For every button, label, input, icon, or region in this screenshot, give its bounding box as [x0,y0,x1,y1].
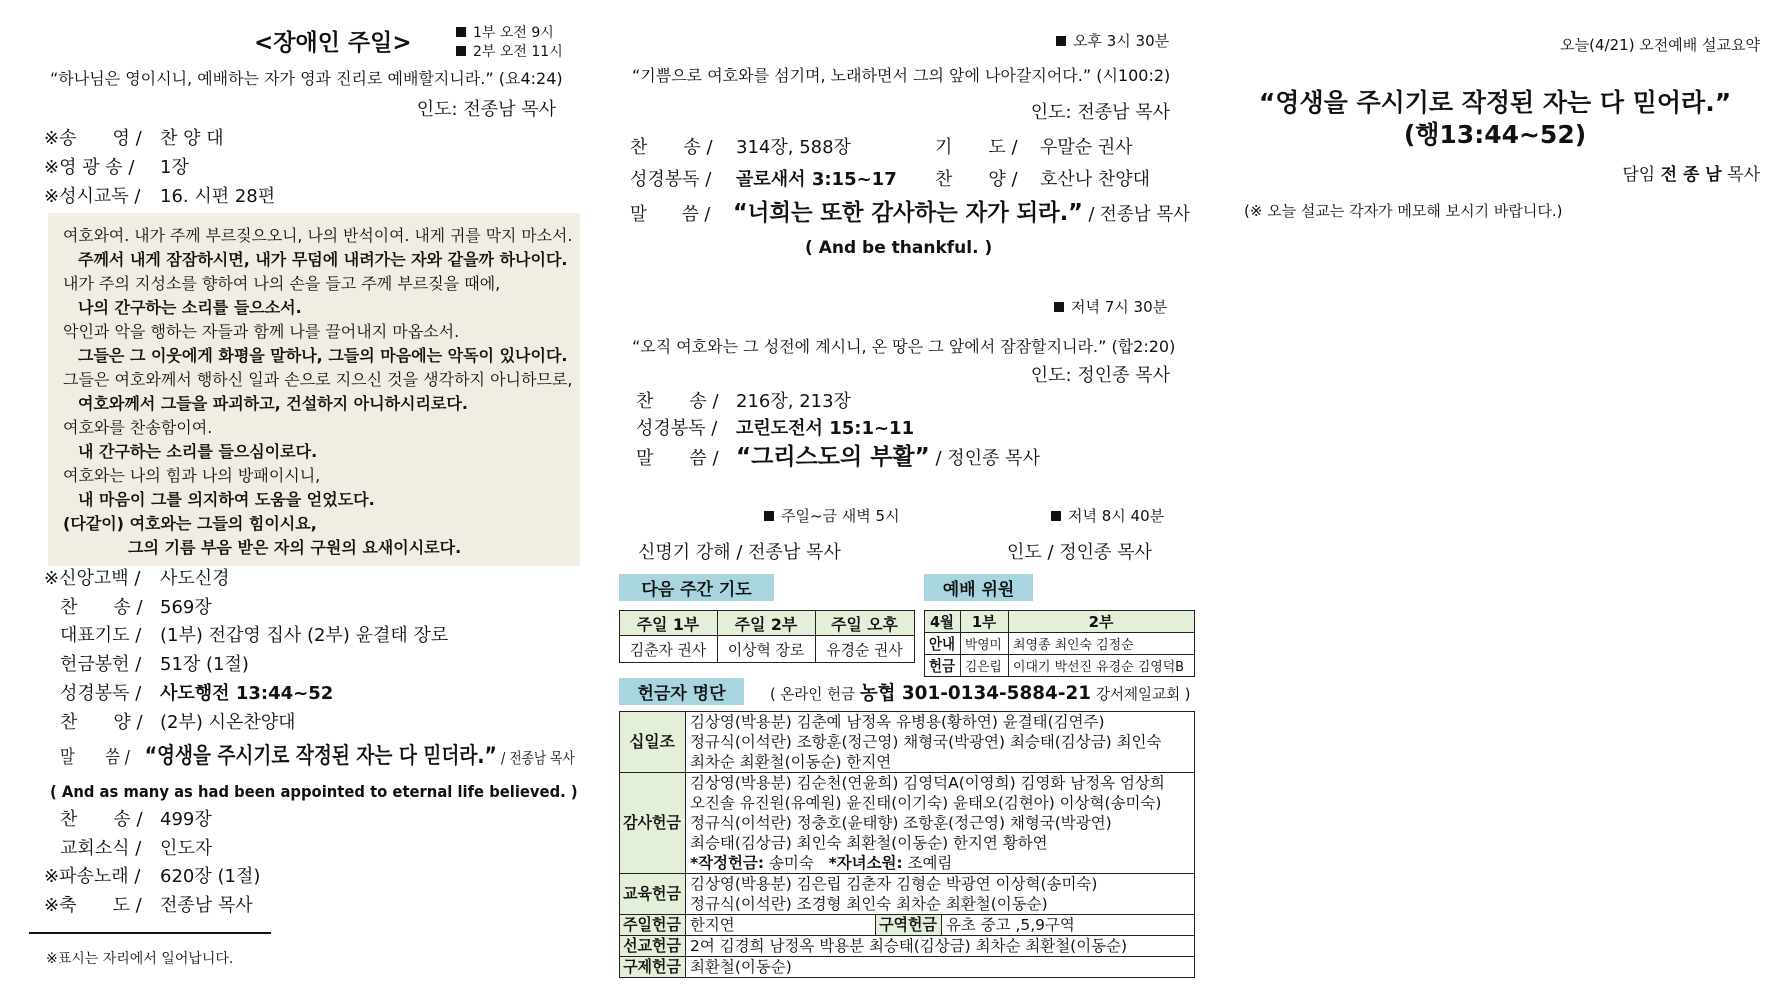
committee-table [924,610,1195,677]
label: 담임 [1622,165,1656,185]
footnote: ※표시는 자리에서 일어납니다. [46,951,234,967]
cell [1009,633,1195,655]
psalm-line: 그들은 그 이웃에게 화평을 말하나, 그들의 마음에는 악독이 있나이다. [78,346,568,365]
label: 성경봉독 / [636,418,718,439]
afternoon-english: ( And be thankful. ) [805,238,993,258]
names-cell [686,874,1195,915]
order-item [60,654,249,676]
label: 말 씀 / [636,448,719,469]
summary-reference: (행13:44~52) [1403,120,1587,149]
cell-text: 최영종 최인숙 김정순 [1013,638,1134,653]
sermon-preacher: / 전종남 목사 [501,749,575,767]
label: 기 도 / [935,137,1018,158]
row-label [620,936,686,957]
cell-text: 이상혁 장로 [727,640,805,659]
order-label: ※축 도 / [44,894,142,916]
night-time [1051,507,1164,525]
afternoon-time [1056,32,1169,50]
names-cell [942,915,1195,936]
afternoon-time-text: 오후 3시 30분 [1073,32,1170,50]
sermon-title: “너희는 또한 감사하는 자가 되라.” [733,200,1083,226]
order-value: 499장 [160,809,212,830]
order-value: 전종남 목사 [160,894,253,916]
cell-text: 김춘자 권사 [629,640,707,659]
table-header-row [620,611,915,636]
prayer-week-table [619,610,915,663]
service-time-text: 1부 오전 9시 [473,25,554,41]
cell [961,633,1009,655]
evening-time [1054,298,1167,316]
names-line: 최차순 최환철(이동순) 한지연 [690,753,892,771]
online-post: 강서제일교회 ) [1095,685,1191,703]
cell-text: 이대기 박선진 유경순 김영덕B [1013,660,1185,675]
order-item [44,186,275,208]
label-text: 주일헌금 [623,915,681,934]
committee-header: 예배 위원 [924,574,1033,601]
value: 우말순 권사 [1040,137,1133,158]
row-label [620,915,686,936]
label-text: 구제헌금 [623,957,681,976]
bank-account: 농협 301-0134-5884-21 [859,682,1092,704]
row-label [925,655,961,677]
order-item [44,568,230,590]
value: 314장, 588장 [736,137,851,158]
afternoon-hymn [630,137,851,159]
pastor-name: 전 종 남 [1660,165,1722,185]
service-time-1 [456,25,554,42]
header-cell [925,611,961,633]
names-text: 2여 김경희 남정옥 박용분 최승태(김상금) 최차순 최환철(이동순) [690,937,1128,955]
square-bullet-icon [456,27,466,37]
row-label [876,915,942,936]
order-label: 교회소식 / [60,837,142,859]
label: 목사 [1727,165,1760,185]
sermon-row [60,744,575,770]
leader: 인도: 전종남 목사 [416,99,556,120]
table-row [620,874,1195,915]
page-title: <장애인 주일> [254,30,412,56]
sermon-label: 말 씀 / [60,747,130,768]
order-label: ※영 광 송 / [44,157,135,178]
table-row [925,655,1195,677]
square-bullet-icon [1056,36,1066,46]
order-value: 사도행전 13:44~52 [160,682,334,704]
prayer-week-header: 다음 주간 기도 [619,574,774,601]
table-row [620,636,915,663]
square-bullet-icon [764,511,774,521]
evening-reading [636,418,914,440]
divider [29,932,271,934]
cell [961,655,1009,677]
label: *작정헌금: [690,854,765,872]
psalm-line: 그의 기름 부음 받은 자의 구원의 요새이시로다. [128,538,462,557]
cell [718,636,816,663]
afternoon-prayer [935,137,1133,159]
order-label: 찬 송 / [60,596,143,618]
afternoon-verse: “기쁨으로 여호와를 섬기며, 노래하면서 그의 앞에 나아갈지어다.” (시100:2) [632,66,1171,85]
order-label: ※송 영 / [44,128,142,149]
sermon-title: “그리스도의 부활” [736,444,930,470]
header-cell [816,611,915,636]
row-label [620,712,686,773]
order-item [44,866,260,888]
names-cell [686,712,1195,773]
label: *자녀소원: [828,854,903,872]
label: 찬 송 / [630,137,713,158]
psalm-line: 여호와여. 내가 주께 부르짖으오니, 나의 반석이여. 내게 귀를 막지 마소서. [63,226,573,245]
header-text: 주일 오후 [831,614,898,634]
psalm-line: 나의 간구하는 소리를 들으소서. [78,298,302,317]
night-service: 인도 / 정인종 목사 [1007,542,1152,563]
names-line: 정규식(이석란) 조경형 최인숙 최차순 최환철(이동순) [690,895,1048,913]
header-text: 주일 1부 [636,614,700,634]
psalm-line: 여호와는 나의 힘과 나의 방패이시니, [63,466,321,485]
label-text: 교육헌금 [623,884,681,903]
order-item [44,128,224,150]
names-cell [686,773,1195,874]
afternoon-sermon [630,200,1190,228]
evening-time-text: 저녁 7시 30분 [1071,298,1168,316]
row-label [620,874,686,915]
label: 성경봉독 / [630,169,712,190]
order-label: 찬 양 / [60,711,143,733]
row-label [620,957,686,978]
order-value: 620장 (1절) [160,866,261,888]
sermon-preacher: / 정인종 목사 [935,448,1040,469]
call-to-worship-verse: “하나님은 영이시니, 예배하는 자가 영과 진리로 예배할지니라.” (요4:24) [50,69,563,88]
dawn-time [764,507,900,525]
cell-text: 박영미 [965,638,1002,653]
order-item [60,809,212,831]
names-line: 김상영(박용분) 김춘예 남정옥 유병용(황하연) 윤결태(김연주) [690,713,1105,731]
online-pre: ( 온라인 헌금 [770,685,856,703]
names-line: 오진솔 유진원(유예원) 윤진태(이기숙) 윤태오(김현아) 이상혁(송미숙) [690,794,1162,812]
order-value: (1부) 전갑영 집사 (2부) 윤결태 장로 [160,625,449,647]
header-cell [718,611,816,636]
summary-title: “영생을 주시기로 작정된 자는 다 믿어라.” [1258,88,1732,117]
value: 고린도전서 15:1~11 [736,418,915,439]
square-bullet-icon [1051,511,1061,521]
offering-header: 헌금자 명단 [619,678,744,705]
psalm-line: 여호와께서 그들을 파괴하고, 건설하지 아니하시리로다. [78,394,468,413]
names-text: 한지연 [690,916,735,934]
table-row [925,633,1195,655]
cell [620,636,718,663]
value: 조예림 [907,854,953,872]
order-item [44,157,189,179]
value: 송미숙 [768,854,814,872]
header-cell [620,611,718,636]
names-cell [686,936,1195,957]
header-cell [1009,611,1195,633]
order-label: 헌금봉헌 / [60,654,142,676]
online-offering-info [770,682,1190,705]
summary-pastor [1622,165,1760,185]
order-item [60,683,333,705]
psalm-line: 주께서 내게 잠잠하시면, 내가 무덤에 내려가는 자와 같을까 하나이다. [78,250,568,269]
order-value: 16. 시편 28편 [160,186,276,207]
names-line: 김상영(박용분) 김은립 김춘자 김형순 박광연 이상혁(송미숙) [690,875,1098,893]
dawn-time-text: 주일~금 새벽 5시 [781,507,900,525]
order-value: 사도신경 [160,568,230,589]
order-label: ※성시교독 / [44,186,141,207]
label: 찬 송 / [636,391,719,412]
order-label: 성경봉독 / [60,682,142,704]
names-line: 최승태(김상금) 최인숙 최환철(이동순) 한지연 황하연 [690,834,1048,852]
sermon-preacher: / 전종남 목사 [1088,204,1191,225]
header-text: 1부 [971,613,997,631]
order-value: 1장 [160,157,189,178]
table-header-row [925,611,1195,633]
names-cell [686,957,1195,978]
psalm-line: 여호와를 찬송함이여. [63,418,213,437]
label-text: 선교헌금 [623,936,681,955]
order-value: 569장 [160,596,212,618]
names-cell [686,915,876,936]
psalm-line: (다같이) 여호와는 그들의 힘이시요, [63,514,317,533]
dawn-service: 신명기 강해 / 전종남 목사 [638,542,841,563]
order-item [60,712,296,734]
psalm-line: 내 간구하는 소리를 들으심이로다. [78,442,318,461]
order-value: 찬 양 대 [160,128,224,149]
service-time-2 [456,44,563,61]
summary-heading: 오늘(4/21) 오전예배 설교요약 [1560,36,1760,54]
evening-hymn [636,391,851,413]
order-value: 51장 (1절) [160,654,249,676]
evening-sermon [636,444,1040,472]
special-offerings [690,853,1189,873]
psalm-line: 내가 주의 지성소를 향하여 나의 손을 들고 주께 부르짖을 때에, [63,274,501,293]
evening-verse: “오직 여호와는 그 성전에 계시니, 온 땅은 그 앞에서 잠잠할지니라.” (합2:20) [632,337,1176,356]
cell-text: 김은립 [965,660,1002,675]
header-cell [961,611,1009,633]
order-item [60,838,212,860]
order-item [44,895,253,917]
afternoon-choir [935,169,1150,191]
cell [816,636,915,663]
order-label: ※신앙고백 / [44,568,141,589]
label-text: 구역헌금 [879,915,937,934]
psalm-line: 악인과 악을 행하는 자들과 함께 나를 끌어내지 마옵소서. [63,322,460,341]
row-label [925,633,961,655]
order-value: 인도자 [160,837,213,859]
names-line: 김상영(박용분) 김순천(연윤희) 김영덕A(이영희) 김영화 남정옥 엄상희 [690,774,1165,792]
table-row [620,957,1195,978]
square-bullet-icon [1054,302,1064,312]
names-line: 정규식(이석란) 정충호(윤태향) 조항훈(정근영) 채형국(박광연) [690,814,1112,832]
sermon-english: ( And as many as had been appointed to eternal life believed. ) [50,782,578,801]
header-text: 주일 2부 [734,614,798,634]
offering-table [619,711,1195,978]
label-text: 십일조 [629,732,675,751]
order-item [60,625,448,647]
table-row [620,915,1195,936]
value: 216장, 213장 [736,391,851,412]
order-label: ※파송노래 / [44,866,141,888]
table-row [620,773,1195,874]
psalm-line: 그들은 여호와께서 행하신 일과 손으로 지으신 것을 생각하지 아니하므로, [63,370,573,389]
value: 호산나 찬양대 [1040,169,1151,190]
psalm-line: 내 마음이 그를 의지하여 도움을 얻었도다. [78,490,375,509]
header-text: 4월 [929,613,955,631]
order-value: (2부) 시온찬양대 [160,711,296,733]
responsive-reading-box [48,213,580,566]
label: 말 씀 / [630,204,711,225]
sermon-title: “영생을 주시기로 작정된 자는 다 믿더라.” [144,744,497,769]
value: 골로새서 3:15~17 [736,169,897,190]
table-row [620,712,1195,773]
summary-note: (※ 오늘 설교는 각자가 메모해 보시기 바랍니다.) [1244,202,1563,220]
row-label [620,773,686,874]
table-row [620,936,1195,957]
names-line: 정규식(이석란) 조항훈(정근영) 채형국(박광연) 최승태(김상금) 최인숙 [690,733,1162,751]
square-bullet-icon [456,46,466,56]
cell-text: 유경순 권사 [826,640,903,659]
service-time-text: 2부 오전 11시 [473,44,563,60]
label: 찬 양 / [935,169,1018,190]
order-item [60,597,212,619]
label-text: 헌금 [929,657,955,675]
header-text: 2부 [1088,613,1114,631]
cell [1009,655,1195,677]
afternoon-leader: 인도: 전종남 목사 [1030,102,1170,123]
evening-leader: 인도: 정인종 목사 [1030,365,1170,386]
label-text: 감사헌금 [623,813,681,832]
order-label: 대표기도 / [60,625,142,647]
names-text: 최환철(이동순) [690,958,792,976]
order-label: 찬 송 / [60,809,143,830]
names-text: 유초 중고 ,5,9구역 [946,916,1075,934]
label-text: 안내 [929,635,955,653]
afternoon-reading [630,169,897,191]
night-time-text: 저녁 8시 40분 [1068,507,1165,525]
